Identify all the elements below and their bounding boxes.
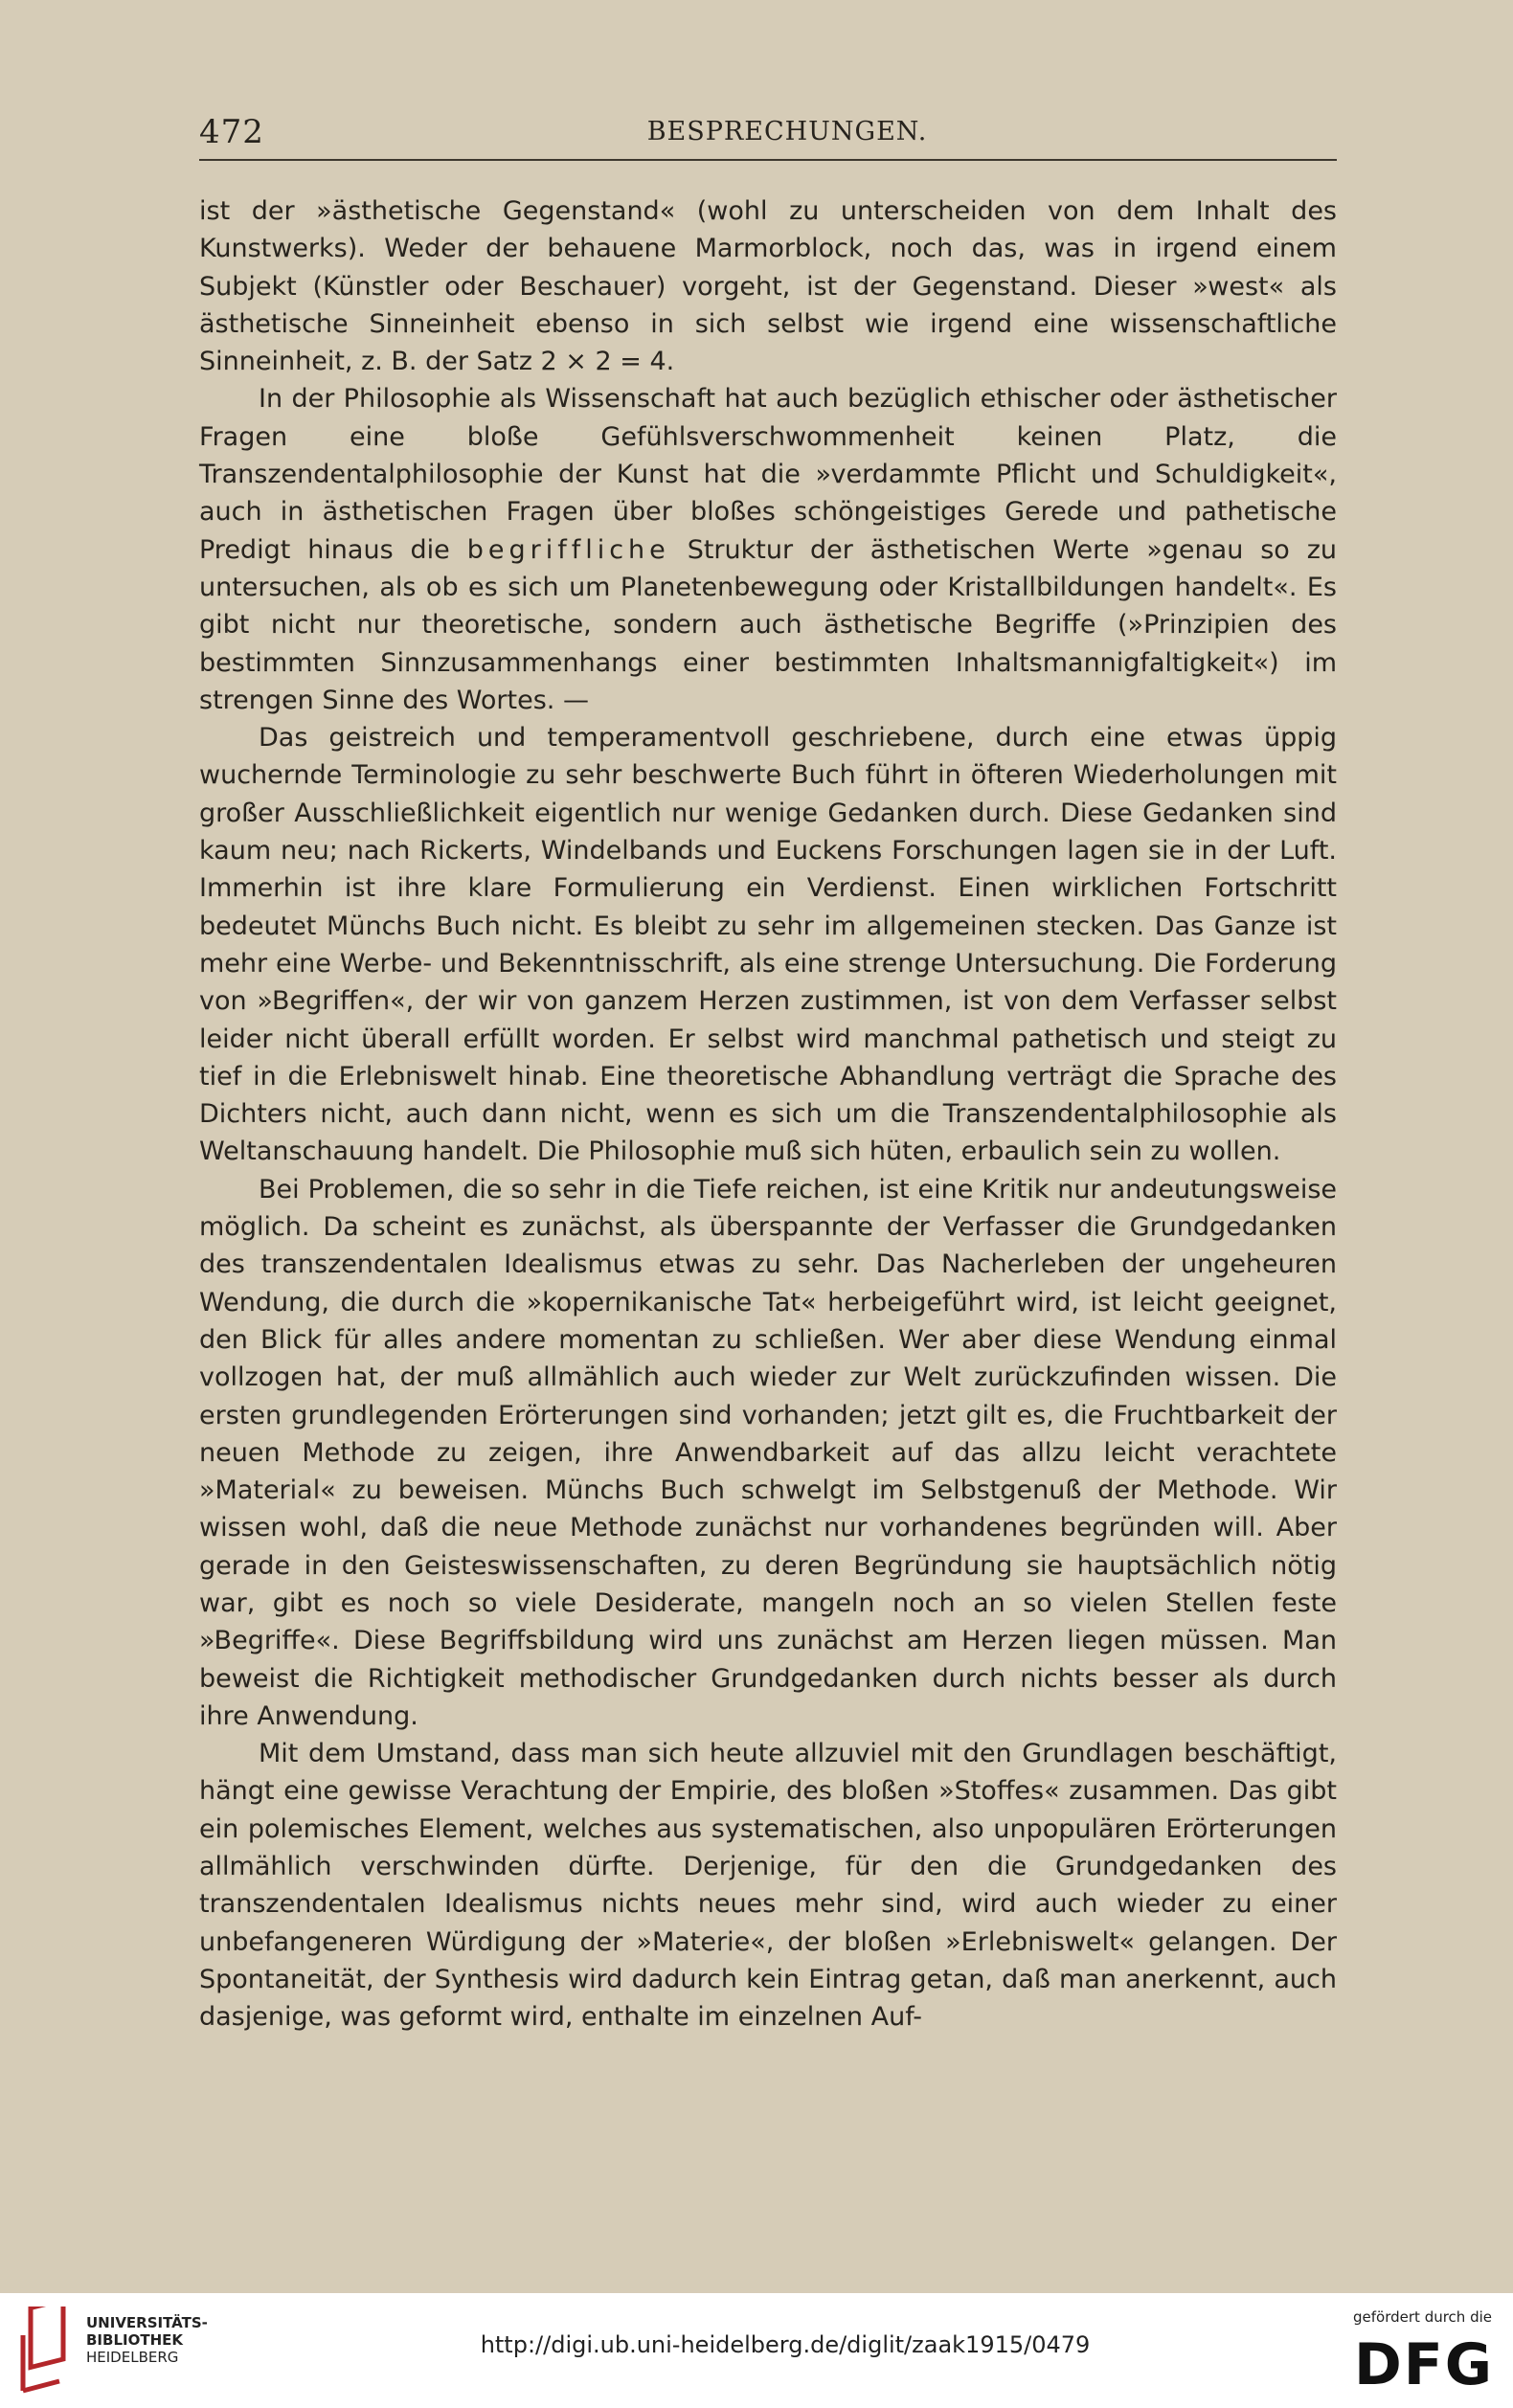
footer-bar xyxy=(0,2293,1513,2408)
paragraph-5: Mit dem Umstand, dass man sich heute allzuviel mit den Grundlagen beschäftigt, hängt eine gewisse Verachtung der Empirie, des bloßen »Stoffes« zusammen. Das gibt ein polemisches Element, welches aus systematischen, also unpopulären Erörterungen allmählich verschwinden dürfte. Derjenige, für den die Grundgedanken des transzendentalen Idealismus nichts neues mehr sind, wird auch wieder zu einer unbefangeneren Würdigung der »Materie«, der bloßen »Erlebniswelt« gelangen. Der Spontaneität, der Synthesis wird dadurch kein Eintrag getan, daß man anerkennt, auch dasjenige, was geformt wird, enthalte im einzelnen Auf- xyxy=(199,1739,1337,2033)
library-name-line-3: HEIDELBERG xyxy=(86,2349,179,2366)
permalink-url[interactable]: http://digi.ub.uni-heidelberg.de/diglit/zaak1915/0479 xyxy=(480,2331,1091,2358)
library-name-line-1: UNIVERSITÄTS- xyxy=(86,2314,208,2331)
paragraph-2 xyxy=(199,380,1337,719)
paragraph-2-part-a: In der Philosophie als Wissenschaft hat auch bezüglich ethischer oder ästhetischer Fragen eine bloße Gefühlsverschwommenheit keinen Platz, die Transzendentalphilosophie der Kunst hat die »verdammte Pflicht und Schuldigkeit«, auch in ästhetischen Fragen über bloßes schöngeistiges Gerede und pathetische Predigt hinaus die xyxy=(199,384,1337,565)
review-text xyxy=(199,192,1337,2037)
funding-text: gefördert durch die xyxy=(1353,2308,1492,2326)
running-head: BESPRECHUNGEN. xyxy=(646,117,928,146)
paragraph-1: ist der »ästhetische Gegenstand« (wohl zu unterscheiden von dem Inhalt des Kunstwerks). Weder der behauene Marmorblock, noch das, was in irgend einem Subjekt (Künstler oder Beschauer) vorgeht, ist der Gegenstand. Dieser »west« als ästhetische Sinneinheit ebenso in sich selbst wie irgend eine wissenschaftliche Sinneinheit, z. B. der Satz 2 × 2 = 4. xyxy=(199,196,1337,377)
paragraph-3: Das geistreich und temperamentvoll geschriebene, durch eine etwas üppig wuchernde Terminologie zu sehr beschwerte Buch führt in öfteren Wiederholungen mit großer Ausschließlichkeit eigentlich nur wenige Gedanken durch. Diese Gedanken sind kaum neu; nach Rickerts, Windelbands und Euckens Forschungen lagen sie in der Luft. Immerhin ist ihre klare Formulierung ein Verdienst. Einen wirklichen Fortschritt bedeutet Münchs Buch nicht. Es bleibt zu sehr im allgemeinen stecken. Das Ganze ist mehr eine Werbe- und Bekenntnisschrift, als eine strenge Untersuchung. Die Forderung von »Begriffen«, der wir von ganzem Herzen zustimmen, ist von dem Verfasser selbst leider nicht überall erfüllt worden. Er selbst wird manchmal pathetisch und steigt zu tief in die Erlebniswelt hinab. Eine theoretische Abhandlung verträgt die Sprache des Dichters nicht, auch dann nicht, wenn es sich um die Transzendentalphilosophie als Weltanschauung handelt. Die Philosophie muß sich hüten, erbaulich sein zu wollen. xyxy=(199,723,1337,1167)
page-number: 472 xyxy=(199,113,264,151)
paragraph-2-part-b: Struktur der ästhetischen Werte »genau so zu untersuchen, als ob es sich um Planetenbewegung oder Kristallbildungen handelt«. Es gibt nicht nur theoretische, sondern auch ästhetische Begriffe (»Prinzipien des bestimmten Sinnzusammenhangs einer bestimmten Inhaltsmannigfaltigkeit«) im strengen Sinne des Wortes. — xyxy=(199,534,1337,715)
library-name-line-2: BIBLIOTHEK xyxy=(86,2331,183,2349)
header-rule xyxy=(199,159,1337,161)
dfg-logo: DFG xyxy=(1353,2331,1494,2398)
spaced-emphasis: begriffliche xyxy=(466,534,670,565)
page-header xyxy=(199,113,1337,159)
paragraph-4: Bei Problemen, die so sehr in die Tiefe reichen, ist eine Kritik nur andeutungsweise möglich. Da scheint es zunächst, als überspannte der Verfasser die Grundgedanken des transzendentalen Idealismus etwas zu sehr. Das Nacherleben der ungeheuren Wendung, die durch die »kopernikanische Tat« herbeigeführt wird, ist leicht geeignet, den Blick für alles andere momentan zu schließen. Wer aber diese Wendung einmal vollzogen hat, der muß allmählich auch wieder zur Welt zurückzufinden wissen. Die ersten grundlegenden Erörterungen sind vorhanden; jetzt gilt es, die Fruchtbarkeit der neuen Methode zu zeigen, ihre Anwendbarkeit auf das allzu leicht verachtete »Material« zu beweisen. Münchs Buch schwelgt im Selbstgenuß der Methode. Wir wissen wohl, daß die neue Methode zunächst nur vorhandenes begründen will. Aber gerade in den Geisteswissenschaften, zu deren Begründung sie hauptsächlich nötig war, gibt es noch so viele Desiderate, mangeln noch an so vielen Stellen feste »Begriffe«. Diese Begriffsbildung wird uns zunächst am Herzen liegen müssen. Man beweist die Richtigkeit methodischer Grundgedanken durch nichts besser als durch ihre Anwendung. xyxy=(199,1174,1337,1731)
